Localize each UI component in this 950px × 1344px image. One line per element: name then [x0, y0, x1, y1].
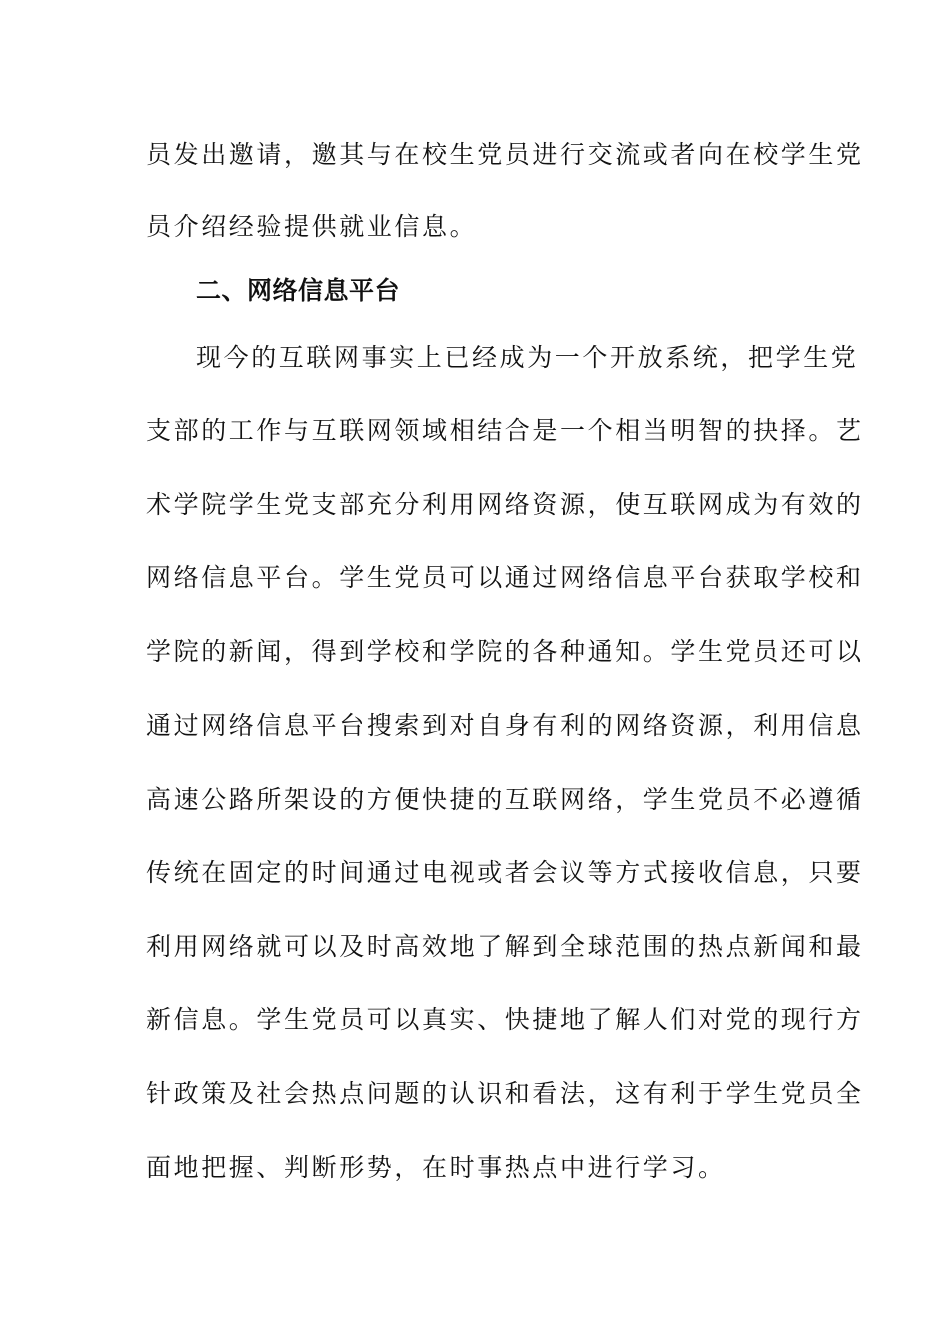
text-line: 网络信息平台。学生党员可以通过网络信息平台获取学校和	[146, 563, 864, 592]
text-line: 高速公路所架设的方便快捷的互联网络，学生党员不必遵循	[146, 785, 864, 814]
text-line: 通过网络信息平台搜索到对自身有利的网络资源，利用信息	[146, 711, 864, 740]
text-line: 支部的工作与互联网领域相结合是一个相当明智的抉择。艺	[146, 416, 864, 445]
paragraph-first-line: 现今的互联网事实上已经成为一个开放系统，把学生党	[196, 343, 859, 372]
text-line: 术学院学生党支部充分利用网络资源，使互联网成为有效的	[146, 490, 864, 519]
text-line: 员发出邀请，邀其与在校生党员进行交流或者向在校学生党	[146, 140, 864, 169]
text-line: 传统在固定的时间通过电视或者会议等方式接收信息，只要	[146, 858, 864, 887]
text-line: 新信息。学生党员可以真实、快捷地了解人们对党的现行方	[146, 1005, 864, 1034]
text-line: 员介绍经验提供就业信息。	[146, 212, 478, 241]
text-line: 针政策及社会热点问题的认识和看法，这有利于学生党员全	[146, 1079, 864, 1108]
text-line: 利用网络就可以及时高效地了解到全球范围的热点新闻和最	[146, 932, 864, 961]
section-heading: 二、网络信息平台	[196, 276, 401, 305]
text-line: 面地把握、判断形势，在时事热点中进行学习。	[146, 1153, 726, 1182]
text-line: 学院的新闻，得到学校和学院的各种通知。学生党员还可以	[146, 637, 864, 666]
